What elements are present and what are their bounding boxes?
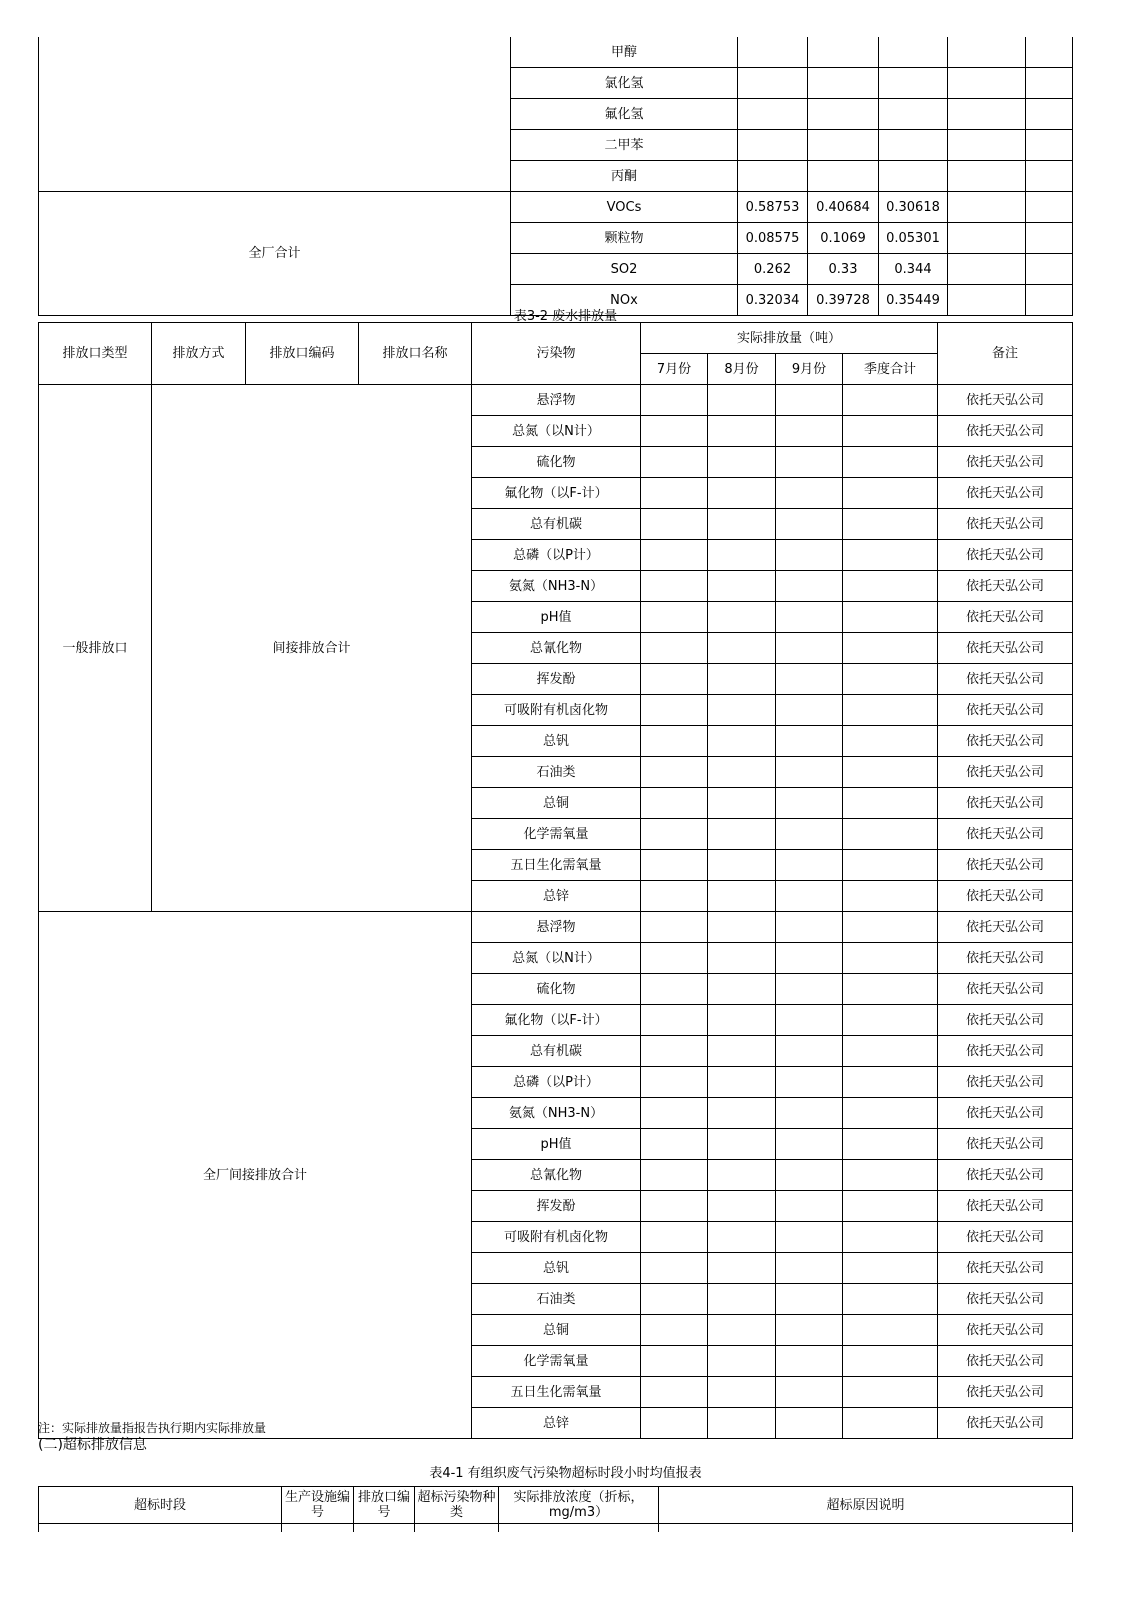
remark-cell: 依托天弘公司 (938, 385, 1073, 416)
col-header-august: 8月份 (708, 354, 776, 385)
value-cell (641, 540, 708, 571)
pollutant-cell: 硫化物 (472, 447, 641, 478)
value-cell (708, 1377, 776, 1408)
value-cell (776, 788, 843, 819)
value-cell (738, 37, 808, 68)
pollutant-cell: 化学需氧量 (472, 819, 641, 850)
pollutant-cell: 石油类 (472, 757, 641, 788)
value-cell (776, 664, 843, 695)
plant-indirect-total-cell: 全厂间接排放合计 (39, 912, 472, 1439)
header-row (39, 323, 1073, 354)
table-cell (499, 1524, 659, 1533)
value-cell (641, 1036, 708, 1067)
value-cell (776, 1346, 843, 1377)
value-cell (776, 385, 843, 416)
pollutant-cell: SO2 (511, 254, 738, 285)
value-cell (641, 757, 708, 788)
table-cell (659, 1524, 1073, 1533)
value-cell (708, 571, 776, 602)
pollutant-cell: 总氰化物 (472, 1160, 641, 1191)
value-cell (738, 161, 808, 192)
value-cell (641, 1067, 708, 1098)
value-cell (776, 1408, 843, 1439)
value-cell (843, 540, 938, 571)
table-4-1-caption: 表4-1 有组织废气污染物超标时段小时均值报表 (429, 1466, 702, 1481)
value-cell (641, 1284, 708, 1315)
value-cell (843, 416, 938, 447)
value-cell (948, 254, 1026, 285)
col-header-september: 9月份 (776, 354, 843, 385)
value-cell (641, 1253, 708, 1284)
value-cell (708, 478, 776, 509)
table-cell (354, 1524, 415, 1533)
pollutant-cell: 可吸附有机卤化物 (472, 695, 641, 726)
value-cell (776, 416, 843, 447)
value-cell (641, 385, 708, 416)
value-cell (843, 571, 938, 602)
value-cell (708, 1160, 776, 1191)
value-cell (708, 1005, 776, 1036)
table-3-2-caption: 表3-2 废水排放量 (513, 309, 618, 324)
value-cell (708, 974, 776, 1005)
pollutant-cell: 悬浮物 (472, 385, 641, 416)
value-cell (776, 912, 843, 943)
col-header-outlet: 排放口编号 (354, 1487, 415, 1524)
value-cell (948, 130, 1026, 161)
value-cell (843, 633, 938, 664)
value-cell: 0.1069 (808, 223, 879, 254)
pollutant-cell: 颗粒物 (511, 223, 738, 254)
value-cell (776, 1222, 843, 1253)
pollutant-cell: 氨氮（NH3-N） (472, 1098, 641, 1129)
plant-total-label: 全厂合计 (39, 192, 511, 316)
value-cell (843, 509, 938, 540)
value-cell (708, 416, 776, 447)
value-cell (776, 1098, 843, 1129)
value-cell (948, 37, 1026, 68)
pollutant-cell: 石油类 (472, 1284, 641, 1315)
value-cell: 0.05301 (879, 223, 948, 254)
footnote: 注：实际排放量指报告执行期内实际排放量 (38, 1421, 267, 1435)
pollutant-cell: 总有机碳 (472, 1036, 641, 1067)
value-cell (708, 509, 776, 540)
value-cell (808, 99, 879, 130)
pollutant-cell: 可吸附有机卤化物 (472, 1222, 641, 1253)
pollutant-cell: 悬浮物 (472, 912, 641, 943)
value-cell (843, 1160, 938, 1191)
remark-cell: 依托天弘公司 (938, 1160, 1073, 1191)
remark-cell: 依托天弘公司 (938, 1346, 1073, 1377)
value-cell (708, 881, 776, 912)
value-cell (708, 447, 776, 478)
col-header-method: 排放方式 (152, 323, 246, 385)
remark-cell: 依托天弘公司 (938, 757, 1073, 788)
value-cell (641, 1346, 708, 1377)
value-cell (641, 1005, 708, 1036)
remark-cell: 依托天弘公司 (938, 881, 1073, 912)
col-header-remark: 备注 (938, 323, 1073, 385)
value-cell (776, 447, 843, 478)
remark-cell: 依托天弘公司 (938, 1191, 1073, 1222)
value-cell (843, 943, 938, 974)
col-header-outlet-code: 排放口编码 (246, 323, 359, 385)
col-header-facility: 生产设施编号 (282, 1487, 354, 1524)
value-cell (1026, 68, 1073, 99)
pollutant-cell: pH值 (472, 602, 641, 633)
value-cell (641, 571, 708, 602)
value-cell (1026, 161, 1073, 192)
value-cell (641, 1160, 708, 1191)
value-cell (641, 881, 708, 912)
value-cell (808, 161, 879, 192)
value-cell (708, 943, 776, 974)
value-cell (776, 478, 843, 509)
table-row (39, 385, 1073, 416)
value-cell: 0.35449 (879, 285, 948, 316)
value-cell (708, 819, 776, 850)
pollutant-cell: 总铜 (472, 788, 641, 819)
value-cell (843, 1067, 938, 1098)
value-cell (843, 850, 938, 881)
value-cell (641, 509, 708, 540)
value-cell (948, 161, 1026, 192)
col-header-pollutant-type: 超标污染物种类 (415, 1487, 499, 1524)
value-cell (808, 68, 879, 99)
remark-cell: 依托天弘公司 (938, 1005, 1073, 1036)
value-cell (641, 912, 708, 943)
value-cell: 0.58753 (738, 192, 808, 223)
pollutant-cell: NOx (511, 285, 738, 316)
value-cell (776, 1191, 843, 1222)
value-cell (948, 68, 1026, 99)
remark-cell: 依托天弘公司 (938, 943, 1073, 974)
value-cell (776, 974, 843, 1005)
col-header-reason: 超标原因说明 (659, 1487, 1073, 1524)
exceedance-table (38, 1486, 1073, 1532)
value-cell: 0.33 (808, 254, 879, 285)
value-cell (641, 447, 708, 478)
pollutant-cell: 丙酮 (511, 161, 738, 192)
pollutant-cell: 总铜 (472, 1315, 641, 1346)
pollutant-cell: 氨氮（NH3-N） (472, 571, 641, 602)
value-cell (843, 1098, 938, 1129)
remark-cell: 依托天弘公司 (938, 478, 1073, 509)
value-cell (776, 1253, 843, 1284)
value-cell (708, 1036, 776, 1067)
value-cell (776, 602, 843, 633)
remark-cell: 依托天弘公司 (938, 1129, 1073, 1160)
value-cell (641, 726, 708, 757)
remark-cell: 依托天弘公司 (938, 633, 1073, 664)
value-cell (776, 540, 843, 571)
value-cell (879, 161, 948, 192)
value-cell (776, 757, 843, 788)
value-cell (641, 478, 708, 509)
pollutant-cell: 总有机碳 (472, 509, 641, 540)
value-cell (948, 99, 1026, 130)
value-cell (948, 192, 1026, 223)
value-cell (641, 974, 708, 1005)
value-cell (843, 726, 938, 757)
table-row (39, 37, 1073, 68)
value-cell (879, 37, 948, 68)
value-cell (641, 1191, 708, 1222)
value-cell (843, 912, 938, 943)
table-row (39, 912, 1073, 943)
value-cell (738, 68, 808, 99)
value-cell (641, 664, 708, 695)
outlet-type-cell: 一般排放口 (39, 385, 152, 912)
pollutant-cell: 总氰化物 (472, 633, 641, 664)
table-cell (415, 1524, 499, 1533)
value-cell (776, 819, 843, 850)
value-cell (708, 757, 776, 788)
value-cell (843, 695, 938, 726)
value-cell (776, 509, 843, 540)
remark-cell: 依托天弘公司 (938, 447, 1073, 478)
remark-cell: 依托天弘公司 (938, 695, 1073, 726)
table-cell (282, 1524, 354, 1533)
value-cell (776, 881, 843, 912)
value-cell (843, 1346, 938, 1377)
value-cell (1026, 254, 1073, 285)
value-cell (776, 1284, 843, 1315)
col-header-actual: 实际排放量（吨） (641, 323, 938, 354)
pollutant-cell: 总氮（以N计） (472, 416, 641, 447)
remark-cell: 依托天弘公司 (938, 1377, 1073, 1408)
remark-cell: 依托天弘公司 (938, 571, 1073, 602)
value-cell (776, 1377, 843, 1408)
value-cell (776, 633, 843, 664)
pollutant-cell: 总磷（以P计） (472, 1067, 641, 1098)
value-cell (641, 850, 708, 881)
col-header-outlet-type: 排放口类型 (39, 323, 152, 385)
value-cell: 0.32034 (738, 285, 808, 316)
value-cell (843, 819, 938, 850)
pollutant-cell: 总磷（以P计） (472, 540, 641, 571)
pollutant-cell: 总锌 (472, 881, 641, 912)
value-cell (776, 943, 843, 974)
value-cell (843, 385, 938, 416)
pollutant-cell: 化学需氧量 (472, 1346, 641, 1377)
value-cell (843, 1315, 938, 1346)
value-cell (843, 1253, 938, 1284)
pollutant-cell: 挥发酚 (472, 664, 641, 695)
remark-cell: 依托天弘公司 (938, 850, 1073, 881)
value-cell (708, 1067, 776, 1098)
value-cell (708, 1098, 776, 1129)
value-cell (708, 1315, 776, 1346)
value-cell (776, 1036, 843, 1067)
blank-cell (39, 37, 511, 192)
value-cell (641, 1129, 708, 1160)
col-header-pollutant: 污染物 (472, 323, 641, 385)
value-cell (641, 633, 708, 664)
remark-cell: 依托天弘公司 (938, 664, 1073, 695)
value-cell (776, 571, 843, 602)
section-title: (二)超标排放信息 (38, 1437, 147, 1453)
remark-cell: 依托天弘公司 (938, 1067, 1073, 1098)
col-header-concentration: 实际排放浓度（折标，mg/m3） (499, 1487, 659, 1524)
remark-cell: 依托天弘公司 (938, 726, 1073, 757)
value-cell (776, 1067, 843, 1098)
value-cell (1026, 130, 1073, 161)
value-cell (879, 99, 948, 130)
pollutant-cell: 甲醇 (511, 37, 738, 68)
value-cell (641, 695, 708, 726)
remark-cell: 依托天弘公司 (938, 1284, 1073, 1315)
remark-cell: 依托天弘公司 (938, 912, 1073, 943)
table-cell (39, 1524, 282, 1533)
air-emission-table (38, 37, 1073, 316)
pollutant-cell: 氟化物（以F-计） (472, 478, 641, 509)
value-cell (641, 416, 708, 447)
remark-cell: 依托天弘公司 (938, 540, 1073, 571)
value-cell (776, 850, 843, 881)
remark-cell: 依托天弘公司 (938, 788, 1073, 819)
remark-cell: 依托天弘公司 (938, 819, 1073, 850)
remark-cell: 依托天弘公司 (938, 416, 1073, 447)
value-cell (843, 478, 938, 509)
pollutant-cell: 氟化氢 (511, 99, 738, 130)
value-cell (879, 130, 948, 161)
value-cell (843, 788, 938, 819)
remark-cell: 依托天弘公司 (938, 1222, 1073, 1253)
table-row (39, 1524, 1073, 1533)
value-cell (843, 664, 938, 695)
header-row (39, 1487, 1073, 1524)
value-cell (776, 1129, 843, 1160)
value-cell (708, 1129, 776, 1160)
value-cell (708, 1222, 776, 1253)
remark-cell: 依托天弘公司 (938, 509, 1073, 540)
pollutant-cell: 氯化氢 (511, 68, 738, 99)
value-cell (776, 1315, 843, 1346)
value-cell (708, 912, 776, 943)
value-cell (1026, 37, 1073, 68)
value-cell (641, 819, 708, 850)
remark-cell: 依托天弘公司 (938, 602, 1073, 633)
col-header-period: 超标时段 (39, 1487, 282, 1524)
value-cell (843, 1284, 938, 1315)
value-cell (738, 99, 808, 130)
value-cell (879, 68, 948, 99)
value-cell (708, 1191, 776, 1222)
pollutant-cell: pH值 (472, 1129, 641, 1160)
value-cell (843, 447, 938, 478)
pollutant-cell: VOCs (511, 192, 738, 223)
value-cell (843, 974, 938, 1005)
pollutant-cell: 总锌 (472, 1408, 641, 1439)
value-cell (641, 602, 708, 633)
value-cell (843, 1222, 938, 1253)
value-cell (1026, 99, 1073, 130)
value-cell (808, 37, 879, 68)
remark-cell: 依托天弘公司 (938, 1315, 1073, 1346)
value-cell (776, 695, 843, 726)
col-header-quarter: 季度合计 (843, 354, 938, 385)
value-cell (708, 726, 776, 757)
remark-cell: 依托天弘公司 (938, 1036, 1073, 1067)
pollutant-cell: 硫化物 (472, 974, 641, 1005)
pollutant-cell: 总钒 (472, 1253, 641, 1284)
value-cell (641, 788, 708, 819)
value-cell (708, 385, 776, 416)
value-cell (843, 757, 938, 788)
table-row (39, 192, 1073, 223)
value-cell (708, 633, 776, 664)
value-cell (738, 130, 808, 161)
value-cell (843, 1036, 938, 1067)
remark-cell: 依托天弘公司 (938, 1408, 1073, 1439)
value-cell (708, 664, 776, 695)
value-cell (776, 1005, 843, 1036)
value-cell: 0.39728 (808, 285, 879, 316)
value-cell (948, 223, 1026, 254)
value-cell (843, 1005, 938, 1036)
value-cell (708, 1253, 776, 1284)
pollutant-cell: 挥发酚 (472, 1191, 641, 1222)
value-cell: 0.08575 (738, 223, 808, 254)
value-cell (1026, 192, 1073, 223)
value-cell (641, 1098, 708, 1129)
value-cell (843, 881, 938, 912)
value-cell (708, 1408, 776, 1439)
remark-cell: 依托天弘公司 (938, 974, 1073, 1005)
value-cell (808, 130, 879, 161)
value-cell (708, 1284, 776, 1315)
value-cell: 0.262 (738, 254, 808, 285)
value-cell (708, 602, 776, 633)
pollutant-cell: 五日生化需氧量 (472, 1377, 641, 1408)
value-cell (641, 1222, 708, 1253)
pollutant-cell: 二甲苯 (511, 130, 738, 161)
col-header-outlet-name: 排放口名称 (359, 323, 472, 385)
pollutant-cell: 五日生化需氧量 (472, 850, 641, 881)
pollutant-cell: 总钒 (472, 726, 641, 757)
value-cell (843, 1408, 938, 1439)
value-cell (843, 1191, 938, 1222)
value-cell (708, 1346, 776, 1377)
value-cell: 0.30618 (879, 192, 948, 223)
pollutant-cell: 总氮（以N计） (472, 943, 641, 974)
value-cell (708, 695, 776, 726)
value-cell (708, 540, 776, 571)
value-cell (843, 1129, 938, 1160)
pollutant-cell: 氟化物（以F-计） (472, 1005, 641, 1036)
value-cell (708, 850, 776, 881)
value-cell: 0.344 (879, 254, 948, 285)
value-cell (641, 1408, 708, 1439)
value-cell (708, 788, 776, 819)
value-cell (641, 1377, 708, 1408)
indirect-total-cell: 间接排放合计 (152, 385, 472, 912)
value-cell (1026, 223, 1073, 254)
value-cell (776, 726, 843, 757)
remark-cell: 依托天弘公司 (938, 1098, 1073, 1129)
value-cell (641, 943, 708, 974)
value-cell (776, 1160, 843, 1191)
col-header-july: 7月份 (641, 354, 708, 385)
value-cell (843, 1377, 938, 1408)
remark-cell: 依托天弘公司 (938, 1253, 1073, 1284)
value-cell (843, 602, 938, 633)
value-cell (641, 1315, 708, 1346)
value-cell: 0.40684 (808, 192, 879, 223)
wastewater-table (38, 322, 1073, 1439)
